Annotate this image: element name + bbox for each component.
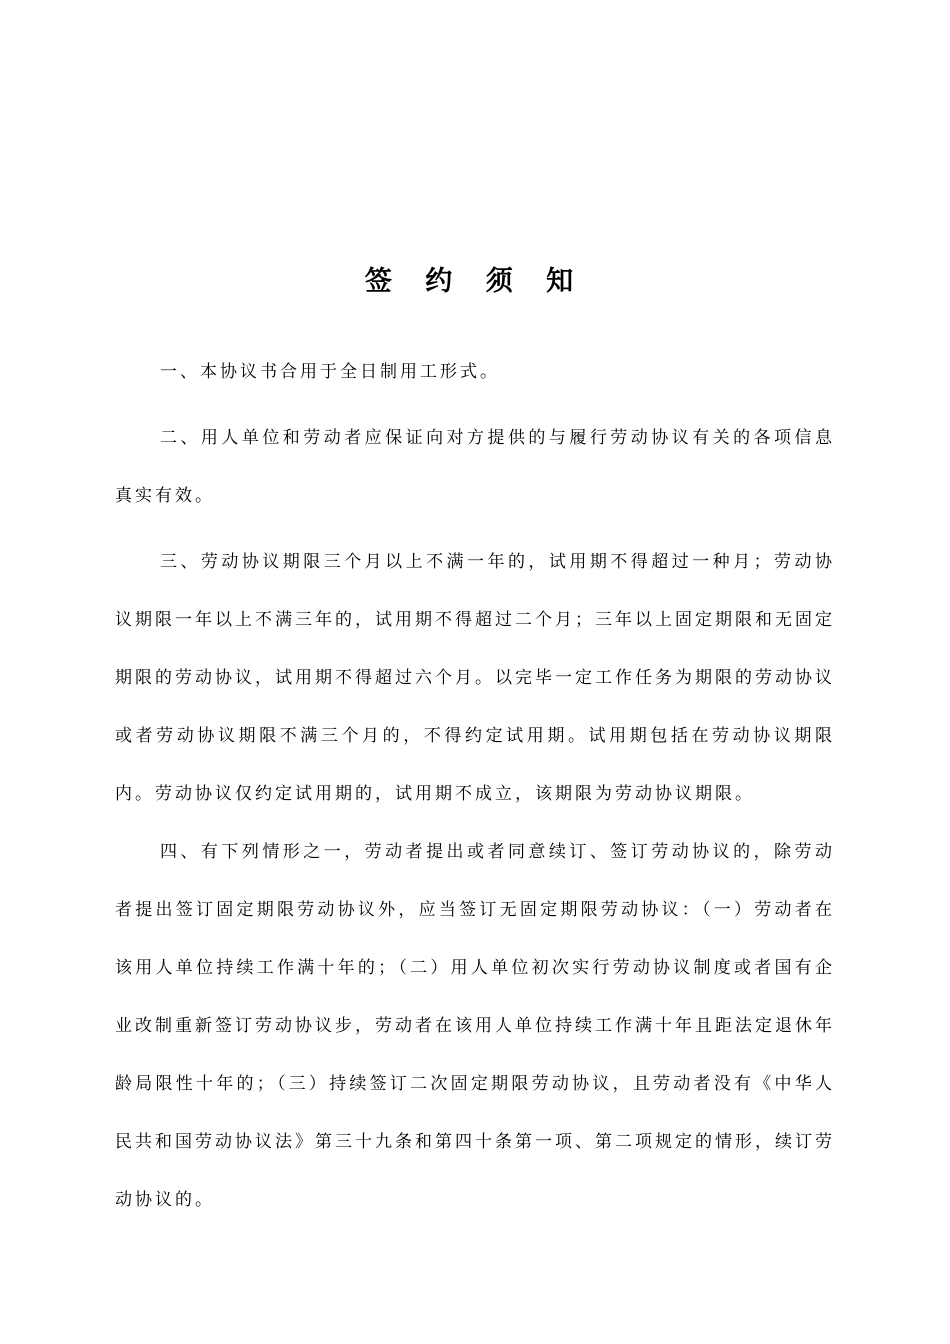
paragraph-4: 四、有下列情形之一，劳动者提出或者同意续订、签订劳动协议的，除劳动者提出签订固定期限劳动协议外，应当签订无固定期限劳动协议：（一）劳动者在该用人单位持续工作满十年的；（二）用人单位初次实行劳动协议制度或者国有企业改制重新签订劳动协议步，劳动者在该用人单位持续工作满十年且距法定退休年龄局限性十年的；（三）持续签订二次固定期限劳动协议，且劳动者没有《中华人民共和国劳动协议法》第三十九条和第四十条第一项、第二项规定的情形，续订劳动协议的。 — [115, 842, 835, 1210]
paragraph-3: 三、劳动协议期限三个月以上不满一年的，试用期不得超过一种月；劳动协议期限一年以上不满三年的，试用期不得超过二个月；三年以上固定期限和无固定期限的劳动协议，试用期不得超过六个月。以完毕一定工作任务为期限的劳动协议或者劳动协议期限不满三个月的，不得约定试用期。试用期包括在劳动协议期限内。劳动协议仅约定试用期的，试用期不成立，该期限为劳动协议期限。 — [115, 552, 835, 804]
paragraph-1: 一、本协议书合用于全日制用工形式。 — [160, 362, 500, 382]
document-title: 签 约 须 知 — [364, 266, 586, 297]
paragraph-2: 二、用人单位和劳动者应保证向对方提供的与履行劳动协议有关的各项信息真实有效。 — [115, 428, 835, 506]
